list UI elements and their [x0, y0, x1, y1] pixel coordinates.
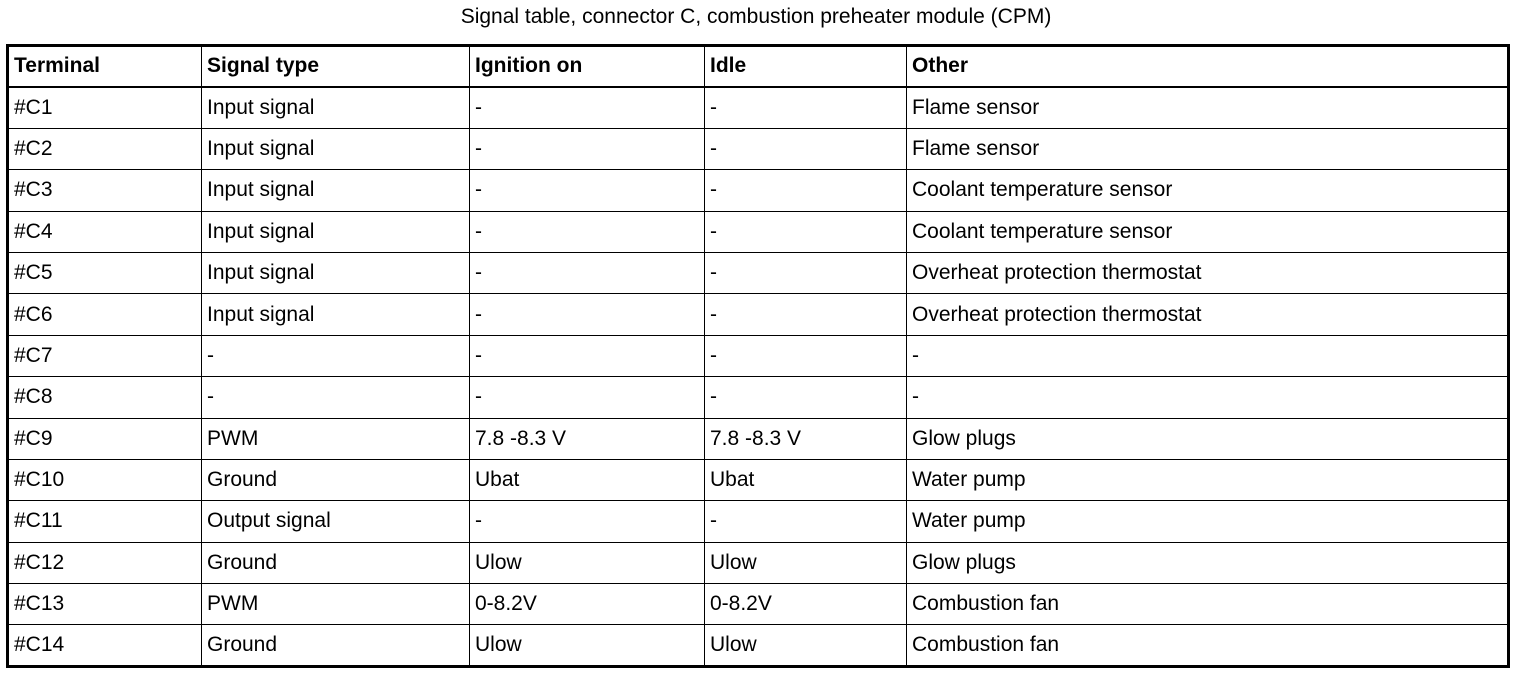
- table-row: [8, 294, 1509, 335]
- cell-idle: Ulow: [705, 542, 907, 583]
- cell-idle: Ulow: [705, 625, 907, 666]
- cell-idle: -: [705, 294, 907, 335]
- cell-other: Water pump: [907, 501, 1509, 542]
- cell-terminal: #C14: [8, 625, 202, 666]
- cell-terminal: #C13: [8, 584, 202, 625]
- cell-terminal: #C10: [8, 459, 202, 500]
- cell-ignition-on: Ulow: [470, 625, 705, 666]
- signal-table: [6, 44, 1510, 668]
- cell-other: Flame sensor: [907, 128, 1509, 169]
- cell-ignition-on: -: [470, 170, 705, 211]
- table-row: [8, 87, 1509, 128]
- cell-terminal: #C3: [8, 170, 202, 211]
- cell-terminal: #C2: [8, 128, 202, 169]
- cell-signal-type: PWM: [202, 418, 470, 459]
- cell-terminal: #C9: [8, 418, 202, 459]
- table-row: [8, 335, 1509, 376]
- table-row: [8, 501, 1509, 542]
- table-row: [8, 211, 1509, 252]
- cell-other: Glow plugs: [907, 418, 1509, 459]
- cell-ignition-on: -: [470, 252, 705, 293]
- cell-idle: -: [705, 501, 907, 542]
- cell-terminal: #C8: [8, 377, 202, 418]
- table-title: Signal table, connector C, combustion preheater module (CPM): [460, 5, 1052, 28]
- table-header: [8, 46, 1509, 87]
- table-row: [8, 128, 1509, 169]
- cell-other: Overheat protection thermostat: [907, 252, 1509, 293]
- cell-other: -: [907, 377, 1509, 418]
- cell-ignition-on: -: [470, 294, 705, 335]
- cell-other: Coolant temperature sensor: [907, 211, 1509, 252]
- header-terminal: Terminal: [8, 46, 202, 87]
- table-row: [8, 377, 1509, 418]
- cell-signal-type: Input signal: [202, 87, 470, 128]
- cell-terminal: #C12: [8, 542, 202, 583]
- cell-other: Water pump: [907, 459, 1509, 500]
- cell-terminal: #C7: [8, 335, 202, 376]
- cell-signal-type: Input signal: [202, 252, 470, 293]
- table-row: [8, 542, 1509, 583]
- cell-terminal: #C5: [8, 252, 202, 293]
- cell-signal-type: Output signal: [202, 501, 470, 542]
- cell-other: Combustion fan: [907, 625, 1509, 666]
- cell-idle: -: [705, 128, 907, 169]
- cell-signal-type: -: [202, 377, 470, 418]
- cell-terminal: #C6: [8, 294, 202, 335]
- cell-terminal: #C11: [8, 501, 202, 542]
- cell-ignition-on: -: [470, 128, 705, 169]
- cell-ignition-on: -: [470, 377, 705, 418]
- cell-ignition-on: Ulow: [470, 542, 705, 583]
- cell-terminal: #C1: [8, 87, 202, 128]
- table-row: [8, 418, 1509, 459]
- cell-other: Glow plugs: [907, 542, 1509, 583]
- cell-signal-type: Input signal: [202, 211, 470, 252]
- cell-ignition-on: 0-8.2V: [470, 584, 705, 625]
- cell-signal-type: -: [202, 335, 470, 376]
- table-row: [8, 252, 1509, 293]
- table-body: [8, 87, 1509, 666]
- cell-idle: -: [705, 335, 907, 376]
- cell-signal-type: Input signal: [202, 170, 470, 211]
- cell-idle: Ubat: [705, 459, 907, 500]
- cell-idle: -: [705, 170, 907, 211]
- cell-other: Coolant temperature sensor: [907, 170, 1509, 211]
- cell-ignition-on: -: [470, 501, 705, 542]
- header-row: [8, 46, 1509, 87]
- cell-other: Flame sensor: [907, 87, 1509, 128]
- cell-ignition-on: -: [470, 335, 705, 376]
- cell-ignition-on: -: [470, 87, 705, 128]
- cell-idle: -: [705, 252, 907, 293]
- cell-other: Overheat protection thermostat: [907, 294, 1509, 335]
- header-idle: Idle: [705, 46, 907, 87]
- cell-idle: -: [705, 87, 907, 128]
- table-row: [8, 584, 1509, 625]
- header-signal-type: Signal type: [202, 46, 470, 87]
- table-row: [8, 625, 1509, 666]
- cell-signal-type: Ground: [202, 459, 470, 500]
- cell-idle: -: [705, 211, 907, 252]
- cell-ignition-on: Ubat: [470, 459, 705, 500]
- cell-signal-type: PWM: [202, 584, 470, 625]
- table-row: [8, 170, 1509, 211]
- cell-idle: 7.8 -8.3 V: [705, 418, 907, 459]
- header-ignition-on: Ignition on: [470, 46, 705, 87]
- header-other: Other: [907, 46, 1509, 87]
- cell-idle: 0-8.2V: [705, 584, 907, 625]
- cell-ignition-on: -: [470, 211, 705, 252]
- cell-idle: -: [705, 377, 907, 418]
- cell-signal-type: Input signal: [202, 128, 470, 169]
- cell-signal-type: Input signal: [202, 294, 470, 335]
- cell-other: Combustion fan: [907, 584, 1509, 625]
- cell-signal-type: Ground: [202, 542, 470, 583]
- cell-ignition-on: 7.8 -8.3 V: [470, 418, 705, 459]
- cell-signal-type: Ground: [202, 625, 470, 666]
- cell-terminal: #C4: [8, 211, 202, 252]
- cell-other: -: [907, 335, 1509, 376]
- table-row: [8, 459, 1509, 500]
